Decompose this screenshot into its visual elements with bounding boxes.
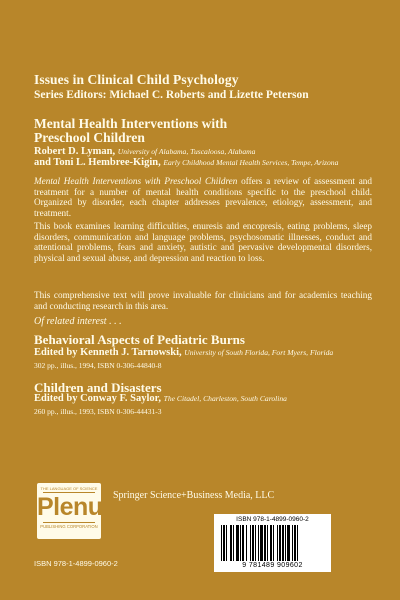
author-1 <box>34 146 255 157</box>
related-heading: Of related interest . . . <box>34 316 122 327</box>
barcode-bar <box>240 525 241 561</box>
logo-publisher-name: PUBLISHING CORPORATION <box>40 524 98 529</box>
barcode-bar <box>230 525 232 561</box>
logo-divider-bottom <box>43 522 95 523</box>
related-editor-1-name: Edited by Kenneth J. Tarnowski, <box>34 347 182 358</box>
book-title-line2: Preschool Children <box>34 130 145 145</box>
series-title: Issues in Clinical Child Psychology <box>34 72 239 87</box>
author-1-name: Robert D. Lyman, <box>34 146 116 157</box>
barcode-bar <box>246 525 247 561</box>
related-editor-1-affiliation: University of South Florida, Fort Myers, Florida <box>184 348 334 357</box>
barcode-bar <box>260 525 263 561</box>
barcode-bar <box>258 525 259 561</box>
barcode-bar <box>297 525 298 561</box>
related-title-2: Children and Disasters <box>34 380 162 395</box>
description-paragraph-1-text: offers a review of assessment and treatment for a number of mental health conditions specific to the preschool child. Organized by disorder, each chapter addresses prevalence, etiology, assessment, and treatment. <box>34 176 372 218</box>
publisher-name: Springer Science+Business Media, LLC <box>113 490 275 501</box>
related-editor-2-name: Edited by Conway F. Saylor, <box>34 393 162 404</box>
barcode-bar <box>285 525 286 561</box>
related-editor-1 <box>34 347 333 358</box>
barcode <box>214 514 331 572</box>
barcode-bar <box>270 525 272 561</box>
barcode-bar <box>255 525 256 561</box>
series-editors: Series Editors: Michael C. Roberts and Lizette Peterson <box>34 89 309 101</box>
barcode-bar <box>221 525 222 561</box>
barcode-isbn-label: ISBN 978-1-4899-0960-2 <box>236 516 309 523</box>
barcode-bar <box>233 525 234 561</box>
description-paragraph-1 <box>34 176 372 218</box>
barcode-bar <box>223 525 225 561</box>
barcode-bar <box>236 525 239 561</box>
related-editor-2-affiliation: The Citadel, Charleston, South Carolina <box>163 394 287 403</box>
book-title-line1: Mental Health Interventions with <box>34 116 228 131</box>
barcode-bar <box>264 525 266 561</box>
barcode-bar <box>273 525 274 561</box>
logo-tagline: THE LANGUAGE OF SCIENCE <box>40 486 98 491</box>
related-info-1: 302 pp., illus., 1994, ISBN 0-306-44840-8 <box>34 361 162 370</box>
author-2-name: and Toni L. Hembree-Kigin, <box>34 157 161 168</box>
plenum-logo <box>37 483 125 539</box>
barcode-bar <box>282 525 284 561</box>
barcode-bar <box>250 525 251 561</box>
author-2-affiliation: Early Childhood Mental Health Services, Tempe, Arizona <box>163 158 339 167</box>
description-book-title: Mental Health Interventions with Preschool Children <box>34 176 238 186</box>
barcode-number: 9 781489 909602 <box>242 562 303 569</box>
barcode-bar <box>226 525 227 561</box>
barcode-bars <box>220 525 325 561</box>
barcode-bar <box>267 525 268 561</box>
barcode-bar <box>277 525 278 561</box>
book-title <box>34 117 374 145</box>
author-1-affiliation: University of Alabama, Tuscaloosa, Alabama <box>117 147 256 156</box>
description-paragraph-2: This book examines learning difficulties, enuresis and encopresis, eating problems, sleep disorders, communication and language problems, psychosomatic illnesses, conduct and attentional problems, fears and anxiety, autistic and pervasive developmental disorders, physical and sexual abuse, and depression and reaction to loss. <box>34 221 372 263</box>
related-title-1: Behavioral Aspects of Pediatric Burns <box>34 332 245 347</box>
barcode-bar <box>242 525 244 561</box>
related-editor-2 <box>34 393 287 404</box>
logo-wordmark: Plenum <box>37 493 125 521</box>
barcode-bar <box>294 525 296 561</box>
isbn-text: ISBN 978-1-4899-0960-2 <box>34 559 118 568</box>
description-paragraph-3: This comprehensive text will prove invaluable for clinicians and for academics teaching and conducting research in this area. <box>34 290 372 311</box>
barcode-bar <box>252 525 254 561</box>
barcode-bar <box>287 525 290 561</box>
related-info-2: 260 pp., illus., 1993, ISBN 0-306-44431-3 <box>34 407 162 416</box>
barcode-bar <box>292 525 293 561</box>
author-2 <box>34 157 338 168</box>
barcode-bar <box>279 525 281 561</box>
